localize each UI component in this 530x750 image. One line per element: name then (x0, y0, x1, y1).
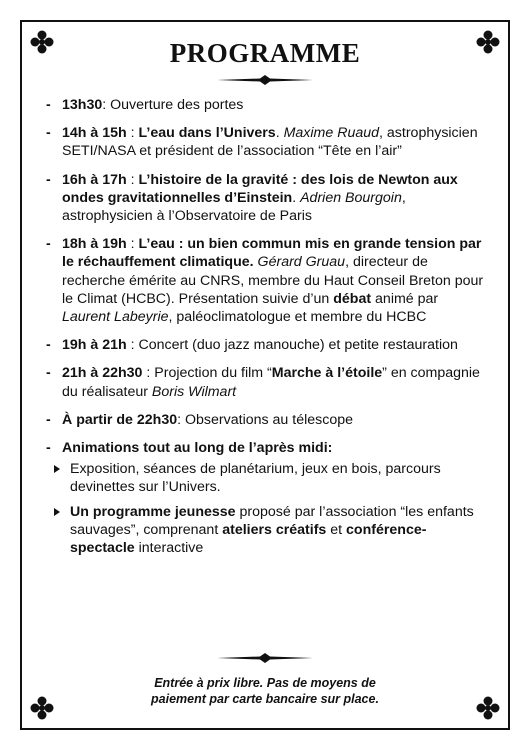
footer-note (0, 675, 530, 707)
program-list (46, 96, 486, 563)
program-item: - 16h à 17h : L’histoire de la gravité : des lois de Newton aux ondes gravitationnelles d’Einstein. Adrien Bourgoin, astrophysicien à l’Observatoire de Paris (46, 171, 458, 225)
program-item: - 18h à 19h : L’eau : un bien commun mis en grande tension par le réchauffement climatique. Gérard Gruau, directeur de recherche émérite au CNRS, membre du Haut Conseil Breton pour le Climat (HCBC). Présentation suivie d’un débat animé par Laurent Labeyrie, paléoclimatologue et membre du HCBC (46, 236, 484, 326)
program-item: - À partir de 22h30: Observations au télescope (46, 411, 353, 428)
program-item: - 21h à 22h30 : Projection du film “Marche à l’étoile” en compagnie du réalisateur Boris Wilmart (46, 365, 480, 400)
footer-line: Entrée à prix libre. Pas de moyens de (154, 676, 376, 690)
program-item: - 13h30: Ouverture des portes (46, 97, 244, 113)
ornamental-divider-icon (215, 74, 315, 86)
activity-sub-item: Un programme jeunesse proposé par l’association “les enfants sauvages”, comprenant ateliers créatifs et conférence-spectacle interactive (46, 503, 486, 558)
triangle-bullet-icon (54, 508, 60, 516)
footer-line: paiement par carte bancaire sur place. (151, 692, 379, 706)
program-item: - Animations tout au long de l’après midi: (46, 440, 333, 457)
triangle-bullet-icon (54, 465, 60, 473)
program-item: - 14h à 15h : L’eau dans l’Univers. Maxime Ruaud, astrophysicien SETI/NASA et président de l’association “Tête en l’air” (46, 125, 478, 160)
ornamental-divider-icon (215, 652, 315, 664)
activity-sub-item: Exposition, séances de planétarium, jeux en bois, parcours devinettes sur l’Univers. (46, 460, 486, 496)
page-title: PROGRAMME (169, 38, 361, 68)
program-item: - 19h à 21h : Concert (duo jazz manouche) et petite restauration (46, 337, 458, 354)
